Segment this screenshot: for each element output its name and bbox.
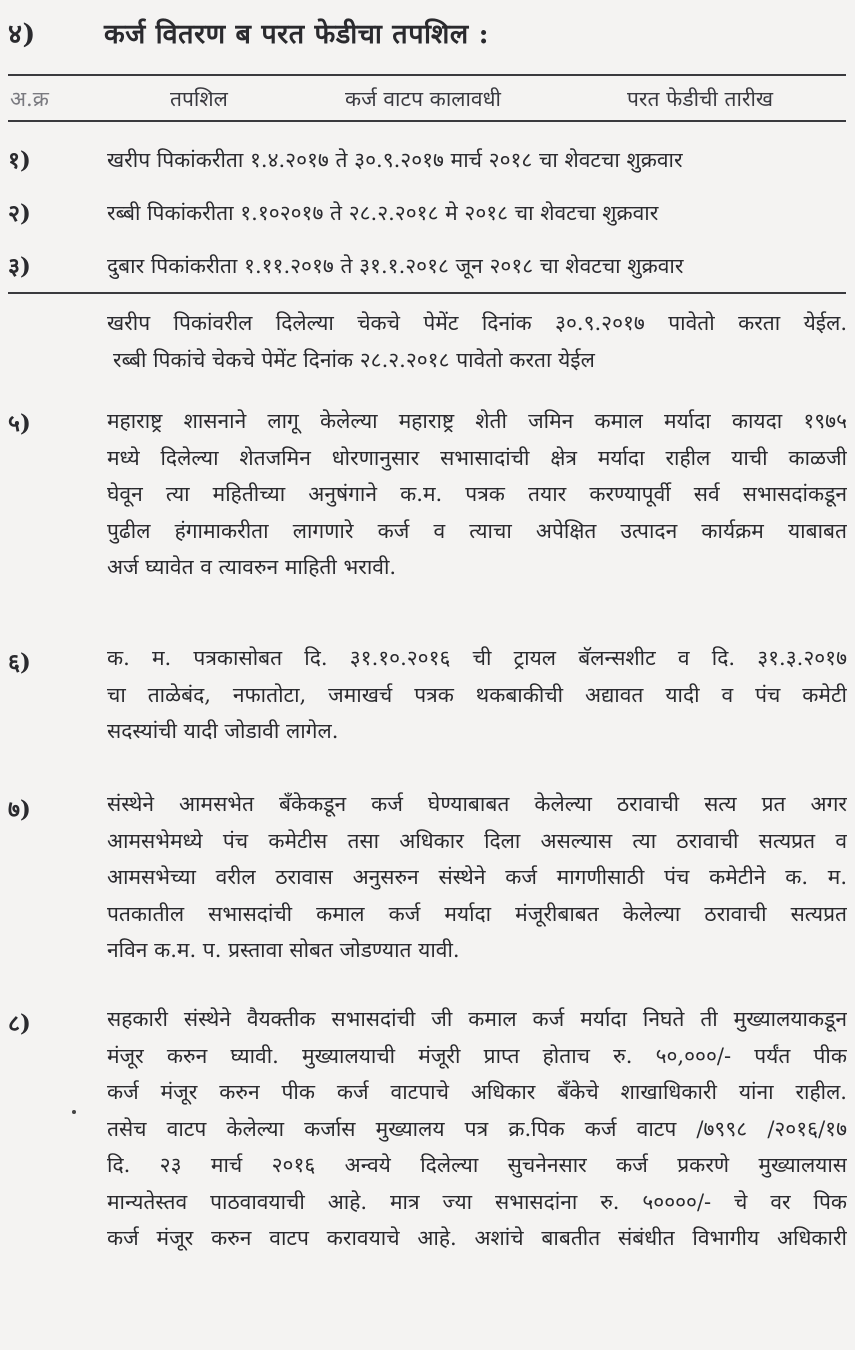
row-text: खरीप पिकांकरीता १.४.२०१७ ते ३०.९.२०१७ मार्च २०१८ चा शेवटचा शुक्रवार: [107, 148, 683, 172]
header-disbursement-period: कर्ज वाटप कालावधी: [345, 87, 501, 111]
payment-note: [107, 305, 847, 378]
section-8-paragraph: [107, 1001, 847, 1257]
header-details: तपशिल: [170, 87, 228, 111]
paragraph-line: तसेच वाटप केलेल्या कर्जास मुख्यालय पत्र क्र.पिक कर्ज वाटप /७९९८ /२०१६/१७: [107, 1116, 847, 1141]
row-number: १): [8, 147, 31, 174]
section-6-number: ६): [8, 649, 31, 676]
paragraph-line: सहकारी संस्थेने वैयक्तीक सभासदांची जी कमाल कर्ज मर्यादा निघते ती मुख्यालयाकडून: [107, 1007, 847, 1031]
paragraph-line: क. म. पत्रकासोबत दि. ३१.१०.२०१६ ची ट्रायल बॅलन्सशीट व दि. ३१.३.२०१७: [107, 646, 847, 670]
paragraph-line: संस्थेने आमसभेत बँकेकडून कर्ज घेण्याबाबत केलेल्या ठरावाची सत्य प्रत अगर: [107, 792, 847, 816]
paragraph-line: आमसभेच्या वरील ठरावास अनुसरुन संस्थेने कर्ज मागणीसाठी पंच कमेटीने क. म.: [107, 865, 847, 889]
table-bottom-rule: [8, 292, 846, 294]
table-header-rule: [8, 120, 846, 122]
row-text: रब्बी पिकांकरीता १.१०२०१७ ते २८.२.२०१८ मे २०१८ चा शेवटचा शुक्रवार: [107, 201, 659, 225]
section-5-paragraph: [107, 403, 847, 586]
paragraph-line: पतकातील सभासदांची कमाल कर्ज मर्यादा मंजूरीबाबत केलेल्या ठरावाची सत्यप्रत: [107, 901, 847, 926]
paragraph-line: कर्ज मंजूर करुन पीक कर्ज वाटपाचे अधिकार बँकेचे शाखाधिकारी यांना राहील.: [107, 1080, 847, 1104]
paragraph-line: कर्ज मंजूर करुन वाटप करावयाचे आहे. अशांचे बाबतीत संबंधीत विभागीय अधिकारी: [107, 1226, 847, 1250]
table-top-rule: [8, 74, 846, 76]
paragraph-line: दि. २३ मार्च २०१६ अन्वये दिलेल्या सुचनेनसार कर्ज प्रकरणे मुख्यालयास: [107, 1153, 847, 1177]
row-number: २): [8, 200, 31, 227]
row-text: दुबार पिकांकरीता १.११.२०१७ ते ३१.१.२०१८ जून २०१८ चा शेवटचा शुक्रवार: [107, 254, 684, 278]
paragraph-line: सदस्यांची यादी जोडावी लागेल.: [107, 719, 339, 743]
paragraph-line: चा ताळेबंद, नफातोटा, जमाखर्च पत्रक थकबाकीची अद्यावत यादी व पंच कमेटी: [107, 682, 847, 707]
section-8-number: ८): [8, 1010, 31, 1037]
header-serial: अ.क्र: [10, 87, 49, 111]
section-7-paragraph: [107, 786, 847, 969]
paragraph-line: आमसभेमध्ये पंच कमेटीस तसा अधिकार दिला असल्यास त्या ठरावाची सत्यप्रत व: [107, 828, 847, 853]
paragraph-line: घेवून त्या महितीच्या अनुषंगाने क.म. पत्रक तयार करण्यापूर्वी सर्व सभासदांकडून: [107, 482, 847, 506]
paragraph-line: महाराष्ट्र शासनाने लागू केलेल्या महाराष्ट्र शेती जमिन कमाल मर्यादा कायदा १९७५: [107, 409, 847, 433]
paragraph-line: मध्ये दिलेल्या शेतजमिन धोरणानुसार सभासादांची क्षेत्र मर्यादा राहील याची काळजी: [107, 445, 847, 470]
paragraph-line: अर्ज घ्यावेत व त्यावरुन माहिती भरावी.: [107, 555, 397, 579]
section-4-title: कर्ज वितरण ब परत फेडीचा तपशिल :: [104, 19, 490, 50]
paragraph-line: नविन क.म. प. प्रस्तावा सोबत जोडण्यात यावी.: [107, 938, 460, 962]
header-repayment-date: परत फेडीची तारीख: [627, 87, 774, 111]
section-7-number: ७): [8, 796, 31, 823]
section-5-number: ५): [8, 410, 31, 437]
stray-mark: [72, 1110, 76, 1114]
paragraph-line: खरीप पिकांवरील दिलेल्या चेकचे पेमेंट दिनांक ३०.९.२०१७ पावेतो करता येईल.: [107, 311, 847, 335]
section-6-paragraph: [107, 640, 847, 750]
paragraph-line: मंजूर करुन घ्यावी. मुख्यालयाची मंजूरी प्राप्त होताच रु. ५०,०००/- पर्यंत पीक: [107, 1043, 847, 1068]
row-number: ३): [8, 253, 31, 280]
section-4-number: ४): [8, 19, 36, 50]
paragraph-line: रब्बी पिकांचे चेकचे पेमेंट दिनांक २८.२.२०१८ पावेतो करता येईल: [113, 347, 595, 372]
paragraph-line: पुढील हंगामाकरीता लागणारे कर्ज व त्याचा अपेक्षित उत्पादन कार्यक्रम याबाबत: [107, 518, 847, 543]
paragraph-line: मान्यतेस्तव पाठवावयाची आहे. मात्र ज्या सभासदांना रु. ५००००/- चे वर पिक: [107, 1189, 847, 1214]
